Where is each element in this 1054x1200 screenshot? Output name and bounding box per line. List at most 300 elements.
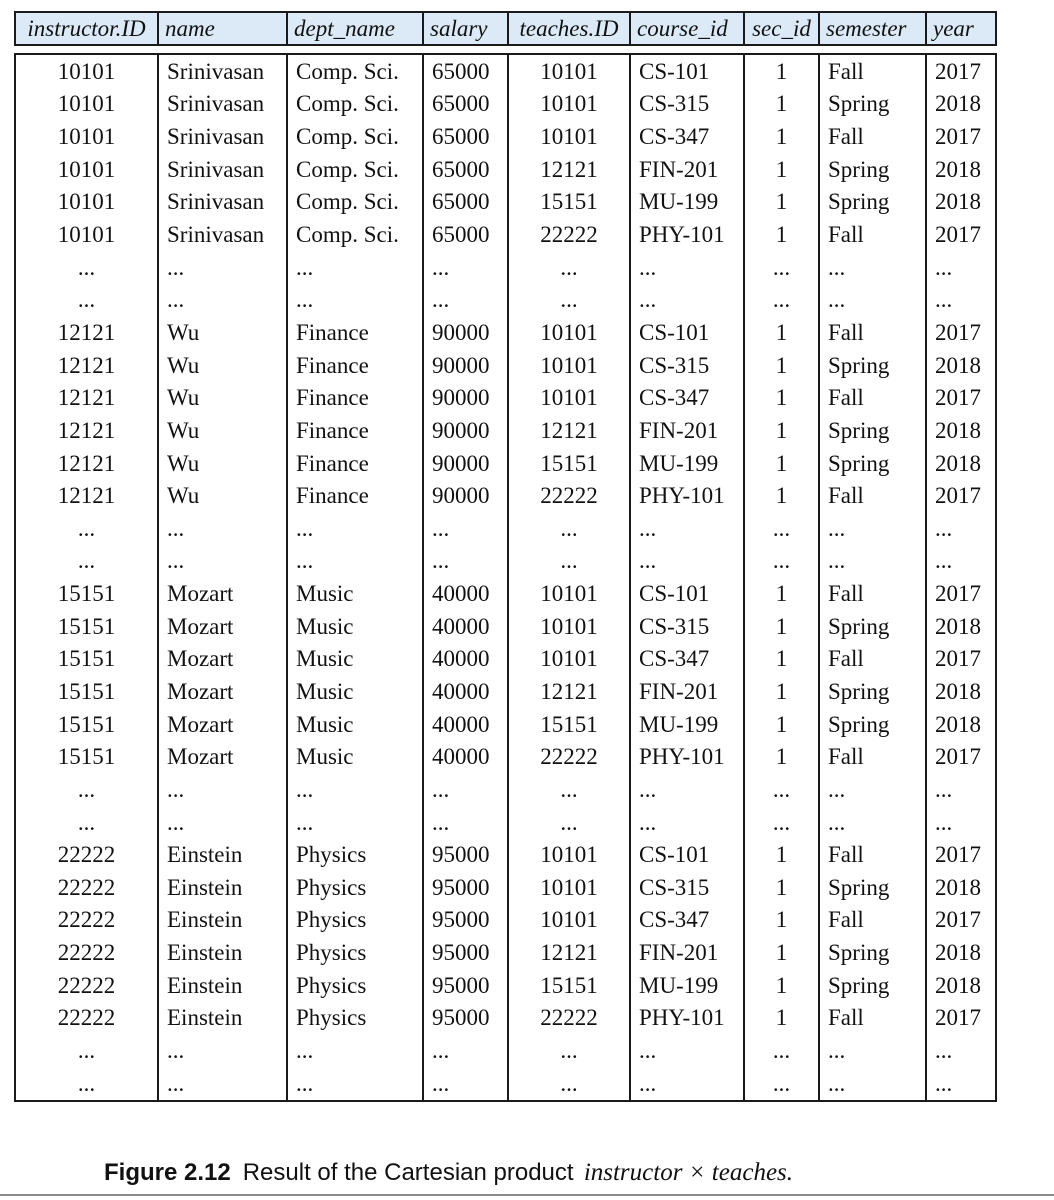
cell-course-id: ... <box>630 251 744 284</box>
cell-course-id: CS-101 <box>630 838 744 871</box>
cell-course-id: CS-315 <box>630 349 744 382</box>
cell-dept-name: Comp. Sci. <box>287 218 423 251</box>
cell-year: ... <box>926 251 996 284</box>
cell-semester: Spring <box>819 349 926 382</box>
table-row <box>15 675 996 708</box>
cell-name: Wu <box>158 381 287 414</box>
cell-instructor-id: 10101 <box>15 54 158 88</box>
cell-year: 2017 <box>926 838 996 871</box>
cell-year: 2017 <box>926 120 996 153</box>
cell-instructor-id: 10101 <box>15 88 158 121</box>
cell-year: 2017 <box>926 904 996 937</box>
cell-name: ... <box>158 545 287 578</box>
cell-salary: 90000 <box>423 349 508 382</box>
table-row <box>15 773 996 806</box>
figure-caption <box>104 1160 793 1185</box>
table-row <box>15 88 996 121</box>
cell-course-id: ... <box>630 1067 744 1101</box>
cell-salary: ... <box>423 512 508 545</box>
cell-course-id: ... <box>630 512 744 545</box>
cell-semester: Spring <box>819 88 926 121</box>
cell-teaches-id: 15151 <box>508 447 630 480</box>
cell-semester: ... <box>819 1034 926 1067</box>
cell-salary: 65000 <box>423 153 508 186</box>
cell-salary: 65000 <box>423 88 508 121</box>
cell-course-id: ... <box>630 545 744 578</box>
cell-semester: Fall <box>819 54 926 88</box>
cell-teaches-id: ... <box>508 512 630 545</box>
table-row <box>15 447 996 480</box>
cell-year: 2018 <box>926 349 996 382</box>
table-header <box>14 11 997 46</box>
cell-instructor-id: 22222 <box>15 969 158 1002</box>
cell-semester: Spring <box>819 186 926 219</box>
cell-sec-id: 1 <box>744 904 819 937</box>
cell-teaches-id: 10101 <box>508 88 630 121</box>
cell-dept-name: Music <box>287 708 423 741</box>
cell-semester: Spring <box>819 969 926 1002</box>
cell-teaches-id: 10101 <box>508 610 630 643</box>
cell-instructor-id: 10101 <box>15 153 158 186</box>
table-row <box>15 708 996 741</box>
table-row <box>15 512 996 545</box>
cell-instructor-id: ... <box>15 251 158 284</box>
cell-dept-name: ... <box>287 512 423 545</box>
cell-salary: 95000 <box>423 1002 508 1035</box>
table-row <box>15 186 996 219</box>
cell-salary: 40000 <box>423 740 508 773</box>
table-row <box>15 610 996 643</box>
cell-instructor-id: ... <box>15 773 158 806</box>
caption-text: Result of the Cartesian product <box>242 1159 574 1186</box>
cell-salary: ... <box>423 251 508 284</box>
cell-dept-name: ... <box>287 545 423 578</box>
cell-sec-id: 1 <box>744 577 819 610</box>
cell-name: ... <box>158 773 287 806</box>
cell-semester: ... <box>819 545 926 578</box>
cell-year: ... <box>926 545 996 578</box>
cell-course-id: PHY-101 <box>630 218 744 251</box>
cell-teaches-id: 10101 <box>508 120 630 153</box>
cell-dept-name: Music <box>287 610 423 643</box>
cell-sec-id: 1 <box>744 414 819 447</box>
cell-teaches-id: 10101 <box>508 871 630 904</box>
cell-dept-name: ... <box>287 806 423 839</box>
cell-dept-name: Comp. Sci. <box>287 120 423 153</box>
cell-name: Srinivasan <box>158 153 287 186</box>
table-row <box>15 936 996 969</box>
cell-salary: 65000 <box>423 186 508 219</box>
cell-sec-id: ... <box>744 284 819 317</box>
cell-course-id: MU-199 <box>630 447 744 480</box>
cell-instructor-id: 15151 <box>15 740 158 773</box>
cell-instructor-id: 12121 <box>15 381 158 414</box>
cell-dept-name: Music <box>287 577 423 610</box>
cell-name: Wu <box>158 349 287 382</box>
table-row <box>15 643 996 676</box>
column-header-semester: semester <box>819 12 926 45</box>
cell-sec-id: 1 <box>744 936 819 969</box>
cell-course-id: PHY-101 <box>630 479 744 512</box>
cell-instructor-id: ... <box>15 284 158 317</box>
cell-dept-name: Finance <box>287 479 423 512</box>
table-row <box>15 969 996 1002</box>
cell-dept-name: Finance <box>287 447 423 480</box>
cell-year: 2018 <box>926 447 996 480</box>
table-row <box>15 577 996 610</box>
cell-dept-name: ... <box>287 1034 423 1067</box>
cell-course-id: CS-347 <box>630 381 744 414</box>
cell-teaches-id: ... <box>508 251 630 284</box>
cell-dept-name: Comp. Sci. <box>287 88 423 121</box>
cell-dept-name: ... <box>287 251 423 284</box>
cell-year: 2017 <box>926 381 996 414</box>
cell-dept-name: Finance <box>287 414 423 447</box>
column-header-teaches-id: teaches.ID <box>508 12 630 45</box>
cell-course-id: FIN-201 <box>630 675 744 708</box>
cell-dept-name: Comp. Sci. <box>287 153 423 186</box>
cell-semester: Fall <box>819 643 926 676</box>
cell-salary: 65000 <box>423 218 508 251</box>
table-row <box>15 904 996 937</box>
cell-salary: 65000 <box>423 120 508 153</box>
cell-year: ... <box>926 1067 996 1101</box>
cell-instructor-id: 12121 <box>15 447 158 480</box>
cell-teaches-id: 15151 <box>508 708 630 741</box>
cell-semester: Spring <box>819 414 926 447</box>
cell-salary: 95000 <box>423 871 508 904</box>
cell-name: Mozart <box>158 643 287 676</box>
cell-name: Mozart <box>158 610 287 643</box>
table-row <box>15 414 996 447</box>
cell-sec-id: 1 <box>744 479 819 512</box>
cell-instructor-id: 15151 <box>15 610 158 643</box>
cell-teaches-id: ... <box>508 1034 630 1067</box>
cell-sec-id: 1 <box>744 643 819 676</box>
cell-course-id: CS-101 <box>630 316 744 349</box>
caption-rule <box>0 1194 1054 1196</box>
cell-name: Wu <box>158 447 287 480</box>
cell-teaches-id: 12121 <box>508 675 630 708</box>
cell-instructor-id: 12121 <box>15 414 158 447</box>
cell-instructor-id: 22222 <box>15 838 158 871</box>
cell-teaches-id: ... <box>508 545 630 578</box>
cell-semester: ... <box>819 806 926 839</box>
cell-teaches-id: 15151 <box>508 969 630 1002</box>
cell-salary: ... <box>423 1067 508 1101</box>
cell-dept-name: Finance <box>287 381 423 414</box>
cell-dept-name: Comp. Sci. <box>287 186 423 219</box>
cell-course-id: ... <box>630 1034 744 1067</box>
cell-semester: Spring <box>819 936 926 969</box>
cell-semester: ... <box>819 284 926 317</box>
table-row <box>15 545 996 578</box>
cell-name: Einstein <box>158 1002 287 1035</box>
cell-sec-id: ... <box>744 1067 819 1101</box>
cell-sec-id: 1 <box>744 447 819 480</box>
cell-dept-name: Music <box>287 675 423 708</box>
column-header-course-id: course_id <box>630 12 744 45</box>
cell-semester: Fall <box>819 120 926 153</box>
cell-instructor-id: 12121 <box>15 316 158 349</box>
cell-year: ... <box>926 1034 996 1067</box>
table-rows <box>15 54 996 1101</box>
cell-semester: ... <box>819 773 926 806</box>
cell-name: ... <box>158 251 287 284</box>
cell-sec-id: 1 <box>744 838 819 871</box>
cell-salary: 95000 <box>423 904 508 937</box>
cell-sec-id: 1 <box>744 740 819 773</box>
cell-name: Einstein <box>158 838 287 871</box>
cell-name: Einstein <box>158 969 287 1002</box>
cell-course-id: CS-347 <box>630 904 744 937</box>
cell-year: 2018 <box>926 186 996 219</box>
cell-year: 2017 <box>926 740 996 773</box>
cell-instructor-id: 22222 <box>15 904 158 937</box>
cell-course-id: CS-315 <box>630 610 744 643</box>
cell-semester: Spring <box>819 610 926 643</box>
cell-semester: Fall <box>819 218 926 251</box>
cell-sec-id: 1 <box>744 88 819 121</box>
table-row <box>15 120 996 153</box>
cell-salary: ... <box>423 806 508 839</box>
caption-expression: instructor × teaches. <box>583 1159 794 1186</box>
cell-teaches-id: 15151 <box>508 186 630 219</box>
cell-dept-name: ... <box>287 284 423 317</box>
cell-semester: Spring <box>819 675 926 708</box>
cell-semester: Spring <box>819 708 926 741</box>
cell-year: 2017 <box>926 316 996 349</box>
cell-name: Mozart <box>158 675 287 708</box>
cell-semester: Fall <box>819 479 926 512</box>
cell-salary: 40000 <box>423 577 508 610</box>
cell-name: Einstein <box>158 936 287 969</box>
cell-instructor-id: 22222 <box>15 871 158 904</box>
cell-name: ... <box>158 1067 287 1101</box>
cell-course-id: FIN-201 <box>630 153 744 186</box>
table-row <box>15 284 996 317</box>
cell-course-id: PHY-101 <box>630 740 744 773</box>
cell-salary: ... <box>423 284 508 317</box>
cell-sec-id: 1 <box>744 381 819 414</box>
cell-year: 2017 <box>926 218 996 251</box>
cell-salary: 95000 <box>423 936 508 969</box>
cell-dept-name: Finance <box>287 349 423 382</box>
cell-salary: 90000 <box>423 447 508 480</box>
cell-dept-name: ... <box>287 773 423 806</box>
cell-teaches-id: 12121 <box>508 153 630 186</box>
cell-name: ... <box>158 806 287 839</box>
cell-salary: 40000 <box>423 610 508 643</box>
cell-name: Wu <box>158 316 287 349</box>
table-row <box>15 806 996 839</box>
column-header-salary: salary <box>423 12 508 45</box>
cell-year: ... <box>926 284 996 317</box>
cell-salary: 90000 <box>423 414 508 447</box>
cell-salary: 40000 <box>423 643 508 676</box>
caption-label: Figure 2.12 <box>104 1159 231 1186</box>
table-row <box>15 153 996 186</box>
table-row <box>15 1034 996 1067</box>
cell-instructor-id: 15151 <box>15 675 158 708</box>
cell-teaches-id: 10101 <box>508 904 630 937</box>
cell-dept-name: Comp. Sci. <box>287 54 423 88</box>
table-row <box>15 316 996 349</box>
cell-semester: Spring <box>819 447 926 480</box>
cell-name: Mozart <box>158 740 287 773</box>
table-row <box>15 871 996 904</box>
cell-year: ... <box>926 806 996 839</box>
cell-semester: ... <box>819 251 926 284</box>
cell-instructor-id: 15151 <box>15 577 158 610</box>
cell-year: 2017 <box>926 577 996 610</box>
table-row <box>15 54 996 88</box>
cell-sec-id: ... <box>744 251 819 284</box>
cell-semester: ... <box>819 1067 926 1101</box>
cell-sec-id: 1 <box>744 969 819 1002</box>
cell-year: 2018 <box>926 871 996 904</box>
cell-semester: Spring <box>819 871 926 904</box>
cell-name: Einstein <box>158 904 287 937</box>
cell-course-id: MU-199 <box>630 186 744 219</box>
table-body <box>14 53 997 1102</box>
cell-semester: Fall <box>819 904 926 937</box>
cell-teaches-id: 10101 <box>508 349 630 382</box>
cell-dept-name: ... <box>287 1067 423 1101</box>
cell-year: 2018 <box>926 153 996 186</box>
cell-year: ... <box>926 512 996 545</box>
cell-instructor-id: ... <box>15 545 158 578</box>
cell-instructor-id: 10101 <box>15 218 158 251</box>
cell-course-id: ... <box>630 806 744 839</box>
cell-name: Mozart <box>158 708 287 741</box>
cell-sec-id: 1 <box>744 675 819 708</box>
cell-sec-id: 1 <box>744 1002 819 1035</box>
cell-dept-name: Music <box>287 740 423 773</box>
cell-salary: 90000 <box>423 381 508 414</box>
cell-year: 2017 <box>926 54 996 88</box>
table-row <box>15 479 996 512</box>
cell-salary: ... <box>423 545 508 578</box>
cell-sec-id: ... <box>744 806 819 839</box>
column-header-sec-id: sec_id <box>744 12 819 45</box>
cell-year: 2018 <box>926 675 996 708</box>
cell-sec-id: 1 <box>744 871 819 904</box>
cell-salary: 95000 <box>423 969 508 1002</box>
cell-semester: Fall <box>819 838 926 871</box>
cell-year: 2018 <box>926 969 996 1002</box>
cell-dept-name: Music <box>287 643 423 676</box>
cell-teaches-id: 22222 <box>508 740 630 773</box>
table-row <box>15 251 996 284</box>
cell-teaches-id: 12121 <box>508 936 630 969</box>
cell-name: ... <box>158 284 287 317</box>
cell-semester: Fall <box>819 316 926 349</box>
cell-sec-id: 1 <box>744 316 819 349</box>
cell-year: 2018 <box>926 610 996 643</box>
cell-name: ... <box>158 1034 287 1067</box>
cell-name: Srinivasan <box>158 88 287 121</box>
cell-teaches-id: 10101 <box>508 643 630 676</box>
cell-course-id: FIN-201 <box>630 414 744 447</box>
cell-instructor-id: 15151 <box>15 643 158 676</box>
cell-sec-id: 1 <box>744 708 819 741</box>
table-row <box>15 740 996 773</box>
cell-instructor-id: ... <box>15 512 158 545</box>
cell-year: 2017 <box>926 643 996 676</box>
cell-name: Mozart <box>158 577 287 610</box>
cell-teaches-id: ... <box>508 284 630 317</box>
cell-sec-id: 1 <box>744 218 819 251</box>
cell-salary: 40000 <box>423 708 508 741</box>
cell-semester: Fall <box>819 1002 926 1035</box>
cell-instructor-id: 10101 <box>15 186 158 219</box>
cell-year: 2017 <box>926 1002 996 1035</box>
cell-year: 2018 <box>926 708 996 741</box>
cell-teaches-id: 10101 <box>508 577 630 610</box>
cell-course-id: MU-199 <box>630 969 744 1002</box>
column-header-dept-name: dept_name <box>287 12 423 45</box>
cell-salary: 90000 <box>423 479 508 512</box>
cell-instructor-id: ... <box>15 1034 158 1067</box>
cell-year: 2018 <box>926 936 996 969</box>
table-row <box>15 1002 996 1035</box>
cell-course-id: FIN-201 <box>630 936 744 969</box>
cell-salary: 65000 <box>423 54 508 88</box>
cell-semester: ... <box>819 512 926 545</box>
cell-instructor-id: 22222 <box>15 936 158 969</box>
cell-dept-name: Physics <box>287 936 423 969</box>
cell-dept-name: Physics <box>287 1002 423 1035</box>
cell-name: Srinivasan <box>158 54 287 88</box>
cell-course-id: CS-101 <box>630 54 744 88</box>
cell-teaches-id: 22222 <box>508 479 630 512</box>
cell-teaches-id: 22222 <box>508 1002 630 1035</box>
cell-semester: Fall <box>819 381 926 414</box>
table-row <box>15 838 996 871</box>
cell-sec-id: 1 <box>744 120 819 153</box>
cell-salary: 40000 <box>423 675 508 708</box>
cell-semester: Fall <box>819 577 926 610</box>
cell-course-id: ... <box>630 284 744 317</box>
cell-course-id: CS-315 <box>630 871 744 904</box>
cell-instructor-id: 12121 <box>15 349 158 382</box>
cell-sec-id: ... <box>744 1034 819 1067</box>
cell-instructor-id: 15151 <box>15 708 158 741</box>
cell-name: Wu <box>158 479 287 512</box>
table-row <box>15 1067 996 1101</box>
cell-sec-id: 1 <box>744 153 819 186</box>
cell-teaches-id: ... <box>508 773 630 806</box>
cell-salary: ... <box>423 773 508 806</box>
cell-teaches-id: ... <box>508 806 630 839</box>
cell-name: Srinivasan <box>158 218 287 251</box>
header-row <box>15 12 996 45</box>
cell-course-id: MU-199 <box>630 708 744 741</box>
cell-sec-id: 1 <box>744 54 819 88</box>
table-row <box>15 381 996 414</box>
cell-teaches-id: 10101 <box>508 54 630 88</box>
cell-sec-id: 1 <box>744 186 819 219</box>
cell-year: 2018 <box>926 88 996 121</box>
cell-teaches-id: ... <box>508 1067 630 1101</box>
cell-year: ... <box>926 773 996 806</box>
cell-dept-name: Physics <box>287 838 423 871</box>
cell-sec-id: 1 <box>744 610 819 643</box>
cell-name: Srinivasan <box>158 186 287 219</box>
cell-instructor-id: ... <box>15 806 158 839</box>
table-row <box>15 349 996 382</box>
